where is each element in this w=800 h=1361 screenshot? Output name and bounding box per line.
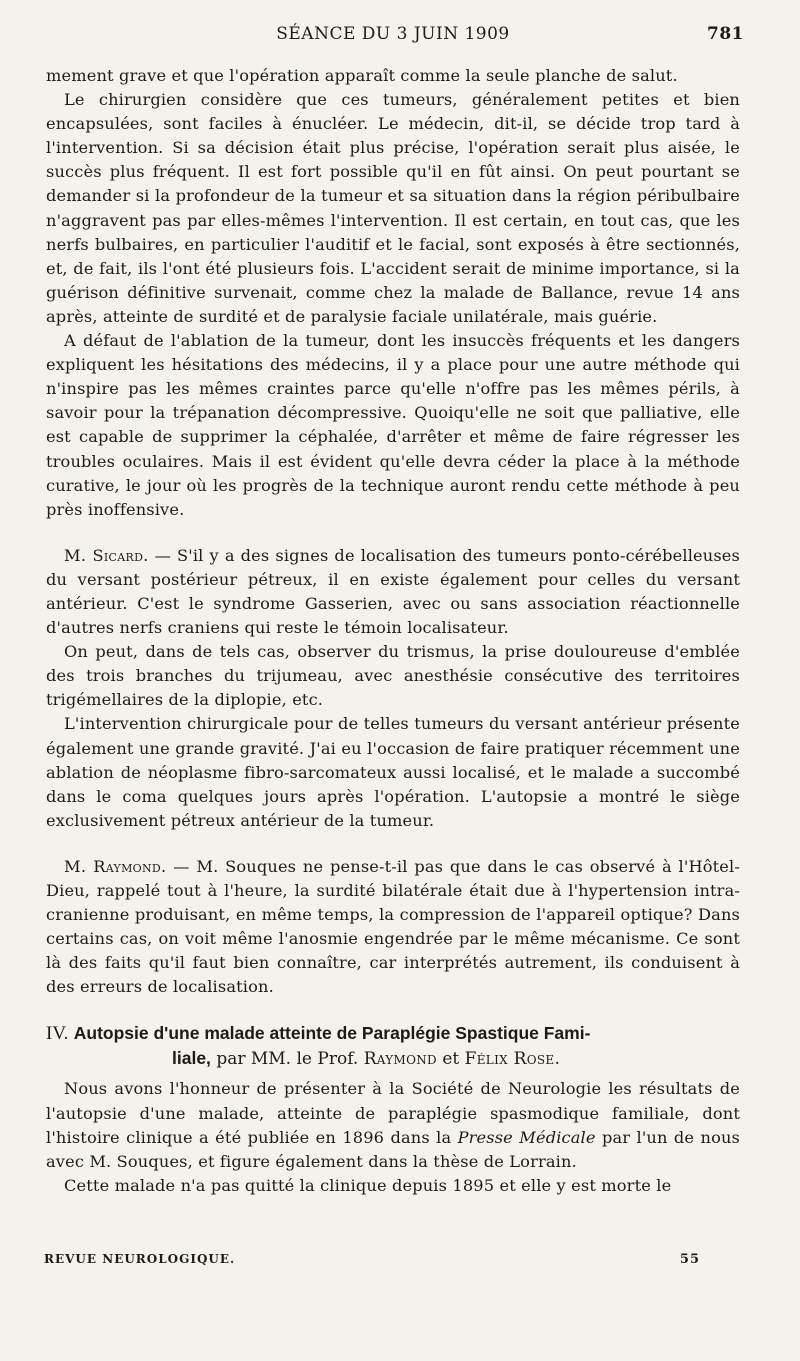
speaker-sicard: M. Sicard. bbox=[64, 545, 149, 565]
author-raymond: Raymond bbox=[363, 1049, 437, 1070]
author-rose: Félix Rose bbox=[464, 1049, 555, 1070]
journal-name: Presse Médicale bbox=[457, 1127, 596, 1147]
header-title: SÉANCE DU 3 JUIN 1909 bbox=[276, 24, 510, 44]
autopsy-text-a: Nous avons l'honneur de présenter à la Société de Neurologie les résultats de l'autopsie d'une malade, atteinte de paraplégie spasmodique familiale, dont l'histoire clinique a été publiée en 1896 dans la bbox=[46, 1079, 740, 1147]
paragraph-raymond bbox=[46, 855, 740, 1000]
section-number: IV. bbox=[46, 1023, 69, 1045]
autopsy-text-b: par l'un de nous avec M. Souques, et figure également dans la thèse de Lorrain. bbox=[46, 1127, 740, 1171]
paragraph-sicard-1 bbox=[46, 544, 740, 640]
raymond-text: — M. Souques ne pense-t-il pas que dans le cas observé à l'Hôtel-Dieu, rappelé tout à l'heure, la surdité bilatérale était due à l'hypertension intra-cranienne produisant, en même temps, la compression de l'appareil optique? Dans certains cas, on voit même l'anosmie engendrée par le même mécanisme. Ce sont là des faits qu'il faut bien connaître, car interprétés autrement, ils conduisent à des erreurs de localisation. bbox=[46, 856, 740, 997]
paragraph-autopsy-intro bbox=[46, 1077, 740, 1173]
section-title-line1: Autopsie d'une malade atteinte de Paraplégie Spastique Fami- bbox=[73, 1023, 591, 1044]
speaker-raymond: M. Raymond. bbox=[64, 856, 167, 876]
body-text bbox=[46, 64, 740, 1198]
paragraph-sicard-2: On peut, dans de tels cas, observer du trismus, la prise douloureuse d'emblée des trois branches du trijumeau, avec anesthésie consécutive des territoires trigémellaires de la diplopie, etc. bbox=[46, 642, 740, 710]
paragraph-autopsy-2: Cette malade n'a pas quitté la clinique depuis 1895 et elle y est morte le bbox=[64, 1175, 672, 1195]
footer-journal: REVUE NEUROLOGIQUE. bbox=[44, 1252, 236, 1266]
paragraph-surgeon: Le chirurgien considère que ces tumeurs, généralement petites et bien encapsulées, sont faciles à énucléer. Le médecin, dit-il, se décide trop tard à l'intervention. Si sa décision était plus précise, l'opération serait plus aisée, le succès plus fréquent. Il est fort possible qu'il en fût ainsi. On peut pourtant se demander si la profondeur de la tumeur et sa situation dans la région péribulbaire n'aggravent pas par elles-mêmes l'intervention. Il est certain, en tout cas, que les nerfs bulbaires, en particulier l'auditif et le facial, sont exposés à être sectionnés, et, de fait, ils l'ont été plusieurs fois. L'accident serait de minime importance, si la guérison définitive survenait, comme chez la malade de Ballance, revue 14 ans après, atteinte de surdité et de paralysie faciale unilatérale, mais guérie. bbox=[46, 90, 740, 326]
paragraph-sicard-3: L'intervention chirurgicale pour de telles tumeurs du versant antérieur présente également une grande gravité. J'ai eu l'occasion de faire pratiquer récemment une ablation de néoplasme fibro-sarcomateux aussi localisé, et le malade a succombé dans le coma quelques jours après l'opération. L'autopsie a montré le siège exclusivement pétreux antérieur de la tumeur. bbox=[46, 714, 740, 830]
paragraph-decompression: A défaut de l'ablation de la tumeur, dont les insuccès fréquents et les dangers expliquent les hésitations des médecins, il y a place pour une autre méthode qui n'inspire pas les mêmes craintes parce qu'elle n'offre pas les mêmes périls, à savoir pour la trépanation décompressive. Quoiqu'elle ne soit que palliative, elle est capable de supprimer la céphalée, d'arrêter et même de faire régresser les troubles oculaires. Mais il est évident qu'elle devra céder la place à la méthode curative, le jour où les progrès de la technique auront rendu cette méthode à peu près inoffensive. bbox=[46, 331, 740, 519]
section-heading-line2 bbox=[46, 1046, 740, 1071]
section-title-line2: liale, bbox=[172, 1048, 211, 1069]
authors-and: et bbox=[436, 1049, 465, 1070]
page-footer bbox=[44, 1252, 700, 1266]
paragraph-continuation: mement grave et que l'opération apparaît comme la seule planche de salut. bbox=[46, 66, 678, 85]
authors-end: . bbox=[554, 1049, 560, 1070]
running-header bbox=[46, 24, 744, 48]
sicard-text-1: — S'il y a des signes de localisation des tumeurs ponto-cérébelleuses du versant postérieur pétreux, il en existe également pour celles du versant antérieur. C'est le syndrome Gasserien, avec ou sans association réactionnelle d'autres nerfs craniens qui reste le témoin localisateur. bbox=[46, 545, 740, 638]
section-heading bbox=[46, 1021, 740, 1071]
page-number: 781 bbox=[707, 24, 744, 44]
footer-signature: 55 bbox=[679, 1252, 700, 1267]
authors-prefix: par MM. le Prof. bbox=[210, 1049, 364, 1070]
